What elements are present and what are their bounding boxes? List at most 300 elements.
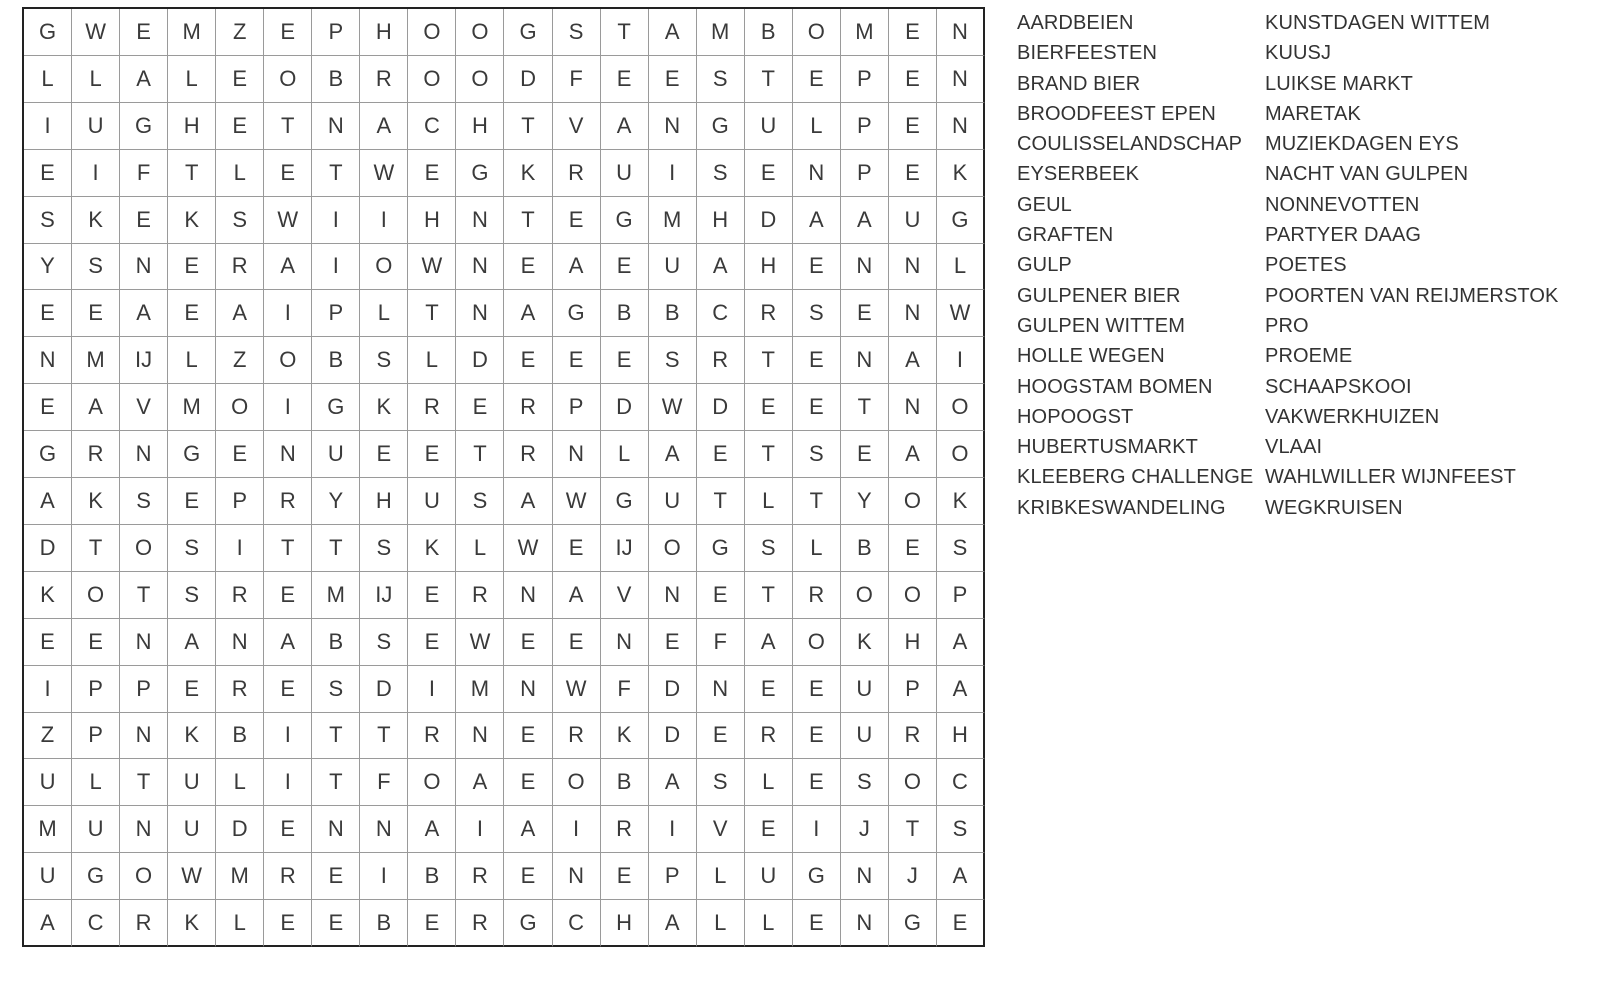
grid-cell[interactable]: P bbox=[312, 290, 360, 337]
grid-cell[interactable]: G bbox=[793, 853, 841, 900]
grid-cell[interactable]: U bbox=[72, 103, 120, 150]
grid-cell[interactable]: L bbox=[697, 900, 745, 947]
grid-cell[interactable]: U bbox=[601, 150, 649, 197]
grid-cell[interactable]: S bbox=[937, 525, 985, 572]
grid-cell[interactable]: E bbox=[697, 431, 745, 478]
grid-cell[interactable]: U bbox=[168, 759, 216, 806]
grid-cell[interactable]: T bbox=[264, 525, 312, 572]
grid-cell[interactable]: J bbox=[889, 853, 937, 900]
grid-cell[interactable]: N bbox=[120, 806, 168, 853]
grid-cell[interactable]: I bbox=[649, 150, 697, 197]
grid-cell[interactable]: IJ bbox=[601, 525, 649, 572]
grid-cell[interactable]: O bbox=[120, 525, 168, 572]
grid-cell[interactable]: E bbox=[408, 431, 456, 478]
grid-cell[interactable]: P bbox=[72, 713, 120, 760]
grid-cell[interactable]: U bbox=[312, 431, 360, 478]
grid-cell[interactable]: E bbox=[649, 56, 697, 103]
grid-cell[interactable]: G bbox=[504, 900, 552, 947]
grid-cell[interactable]: N bbox=[504, 572, 552, 619]
grid-cell[interactable]: P bbox=[216, 478, 264, 525]
grid-cell[interactable]: N bbox=[312, 103, 360, 150]
grid-cell[interactable]: L bbox=[745, 900, 793, 947]
grid-cell[interactable]: T bbox=[504, 103, 552, 150]
grid-cell[interactable]: E bbox=[456, 384, 504, 431]
grid-cell[interactable]: I bbox=[264, 290, 312, 337]
grid-cell[interactable]: A bbox=[360, 103, 408, 150]
grid-cell[interactable]: A bbox=[504, 290, 552, 337]
grid-cell[interactable]: E bbox=[889, 150, 937, 197]
grid-cell[interactable]: O bbox=[889, 478, 937, 525]
grid-cell[interactable]: K bbox=[72, 478, 120, 525]
grid-cell[interactable]: N bbox=[456, 244, 504, 291]
grid-cell[interactable]: E bbox=[553, 337, 601, 384]
grid-cell[interactable]: E bbox=[24, 150, 72, 197]
grid-cell[interactable]: IJ bbox=[120, 337, 168, 384]
grid-cell[interactable]: G bbox=[24, 431, 72, 478]
grid-cell[interactable]: Y bbox=[312, 478, 360, 525]
grid-cell[interactable]: H bbox=[408, 197, 456, 244]
grid-cell[interactable]: N bbox=[841, 337, 889, 384]
grid-cell[interactable]: K bbox=[601, 713, 649, 760]
grid-cell[interactable]: A bbox=[553, 244, 601, 291]
grid-cell[interactable]: I bbox=[456, 806, 504, 853]
grid-cell[interactable]: J bbox=[841, 806, 889, 853]
grid-cell[interactable]: D bbox=[504, 56, 552, 103]
grid-cell[interactable]: M bbox=[72, 337, 120, 384]
grid-cell[interactable]: V bbox=[697, 806, 745, 853]
grid-cell[interactable]: E bbox=[745, 150, 793, 197]
grid-cell[interactable]: E bbox=[216, 103, 264, 150]
grid-cell[interactable]: C bbox=[408, 103, 456, 150]
grid-cell[interactable]: E bbox=[745, 666, 793, 713]
grid-cell[interactable]: E bbox=[312, 900, 360, 947]
grid-cell[interactable]: N bbox=[264, 431, 312, 478]
grid-cell[interactable]: E bbox=[841, 290, 889, 337]
grid-cell[interactable]: B bbox=[312, 619, 360, 666]
grid-cell[interactable]: E bbox=[649, 619, 697, 666]
grid-cell[interactable]: F bbox=[360, 759, 408, 806]
grid-cell[interactable]: N bbox=[216, 619, 264, 666]
grid-cell[interactable]: G bbox=[168, 431, 216, 478]
grid-cell[interactable]: U bbox=[168, 806, 216, 853]
grid-cell[interactable]: R bbox=[72, 431, 120, 478]
grid-cell[interactable]: R bbox=[408, 384, 456, 431]
grid-cell[interactable]: T bbox=[120, 572, 168, 619]
grid-cell[interactable]: E bbox=[264, 9, 312, 56]
grid-cell[interactable]: H bbox=[889, 619, 937, 666]
grid-cell[interactable]: E bbox=[601, 244, 649, 291]
grid-cell[interactable]: A bbox=[504, 806, 552, 853]
grid-cell[interactable]: T bbox=[745, 56, 793, 103]
grid-cell[interactable]: V bbox=[553, 103, 601, 150]
grid-cell[interactable]: S bbox=[312, 666, 360, 713]
grid-cell[interactable]: L bbox=[408, 337, 456, 384]
grid-cell[interactable]: N bbox=[553, 853, 601, 900]
grid-cell[interactable]: I bbox=[360, 197, 408, 244]
grid-cell[interactable]: E bbox=[168, 290, 216, 337]
grid-cell[interactable]: S bbox=[360, 525, 408, 572]
grid-cell[interactable]: O bbox=[456, 9, 504, 56]
grid-cell[interactable]: E bbox=[312, 853, 360, 900]
grid-cell[interactable]: U bbox=[649, 478, 697, 525]
grid-cell[interactable]: M bbox=[841, 9, 889, 56]
grid-cell[interactable]: T bbox=[841, 384, 889, 431]
grid-cell[interactable]: F bbox=[601, 666, 649, 713]
grid-cell[interactable]: N bbox=[312, 806, 360, 853]
grid-cell[interactable]: Z bbox=[216, 9, 264, 56]
grid-cell[interactable]: R bbox=[889, 713, 937, 760]
grid-cell[interactable]: H bbox=[697, 197, 745, 244]
grid-cell[interactable]: K bbox=[841, 619, 889, 666]
grid-cell[interactable]: E bbox=[264, 572, 312, 619]
grid-cell[interactable]: G bbox=[120, 103, 168, 150]
grid-cell[interactable]: A bbox=[937, 666, 985, 713]
grid-cell[interactable]: K bbox=[168, 900, 216, 947]
grid-cell[interactable]: O bbox=[793, 619, 841, 666]
grid-cell[interactable]: N bbox=[697, 666, 745, 713]
grid-cell[interactable]: N bbox=[793, 150, 841, 197]
grid-cell[interactable]: P bbox=[649, 853, 697, 900]
grid-cell[interactable]: E bbox=[601, 337, 649, 384]
grid-cell[interactable]: G bbox=[601, 478, 649, 525]
grid-cell[interactable]: H bbox=[601, 900, 649, 947]
grid-cell[interactable]: T bbox=[312, 759, 360, 806]
grid-cell[interactable]: T bbox=[745, 431, 793, 478]
grid-cell[interactable]: E bbox=[264, 900, 312, 947]
grid-cell[interactable]: U bbox=[745, 853, 793, 900]
grid-cell[interactable]: D bbox=[745, 197, 793, 244]
grid-cell[interactable]: E bbox=[504, 337, 552, 384]
grid-cell[interactable]: S bbox=[360, 337, 408, 384]
grid-cell[interactable]: E bbox=[408, 619, 456, 666]
grid-cell[interactable]: E bbox=[889, 103, 937, 150]
grid-cell[interactable]: A bbox=[120, 56, 168, 103]
grid-cell[interactable]: E bbox=[120, 9, 168, 56]
grid-cell[interactable]: B bbox=[841, 525, 889, 572]
grid-cell[interactable]: O bbox=[793, 9, 841, 56]
grid-cell[interactable]: O bbox=[216, 384, 264, 431]
grid-cell[interactable]: S bbox=[697, 56, 745, 103]
grid-cell[interactable]: I bbox=[312, 197, 360, 244]
grid-cell[interactable]: L bbox=[937, 244, 985, 291]
grid-cell[interactable]: A bbox=[408, 806, 456, 853]
grid-cell[interactable]: R bbox=[745, 290, 793, 337]
grid-cell[interactable]: S bbox=[360, 619, 408, 666]
grid-cell[interactable]: H bbox=[360, 9, 408, 56]
grid-cell[interactable]: I bbox=[264, 759, 312, 806]
grid-cell[interactable]: L bbox=[216, 759, 264, 806]
grid-cell[interactable]: P bbox=[120, 666, 168, 713]
grid-cell[interactable]: M bbox=[168, 9, 216, 56]
grid-cell[interactable]: S bbox=[168, 525, 216, 572]
grid-cell[interactable]: P bbox=[72, 666, 120, 713]
grid-cell[interactable]: P bbox=[841, 103, 889, 150]
grid-cell[interactable]: N bbox=[649, 572, 697, 619]
grid-cell[interactable]: R bbox=[601, 806, 649, 853]
grid-cell[interactable]: U bbox=[745, 103, 793, 150]
grid-cell[interactable]: B bbox=[312, 56, 360, 103]
grid-cell[interactable]: W bbox=[408, 244, 456, 291]
grid-cell[interactable]: W bbox=[456, 619, 504, 666]
grid-cell[interactable]: L bbox=[168, 337, 216, 384]
grid-cell[interactable]: A bbox=[168, 619, 216, 666]
grid-cell[interactable]: K bbox=[937, 478, 985, 525]
grid-cell[interactable]: S bbox=[120, 478, 168, 525]
grid-cell[interactable]: N bbox=[456, 713, 504, 760]
grid-cell[interactable]: E bbox=[408, 900, 456, 947]
grid-cell[interactable]: N bbox=[456, 197, 504, 244]
grid-cell[interactable]: T bbox=[360, 713, 408, 760]
grid-cell[interactable]: R bbox=[456, 572, 504, 619]
grid-cell[interactable]: K bbox=[360, 384, 408, 431]
grid-cell[interactable]: D bbox=[456, 337, 504, 384]
grid-cell[interactable]: O bbox=[937, 384, 985, 431]
grid-cell[interactable]: E bbox=[793, 337, 841, 384]
grid-cell[interactable]: U bbox=[408, 478, 456, 525]
grid-cell[interactable]: L bbox=[360, 290, 408, 337]
grid-cell[interactable]: V bbox=[601, 572, 649, 619]
grid-cell[interactable]: A bbox=[793, 197, 841, 244]
grid-cell[interactable]: B bbox=[601, 759, 649, 806]
grid-cell[interactable]: E bbox=[264, 150, 312, 197]
grid-cell[interactable]: P bbox=[841, 150, 889, 197]
grid-cell[interactable]: D bbox=[649, 713, 697, 760]
grid-cell[interactable]: S bbox=[793, 290, 841, 337]
grid-cell[interactable]: G bbox=[72, 853, 120, 900]
grid-cell[interactable]: R bbox=[553, 150, 601, 197]
grid-cell[interactable]: U bbox=[72, 806, 120, 853]
grid-cell[interactable]: E bbox=[793, 713, 841, 760]
grid-cell[interactable]: Z bbox=[24, 713, 72, 760]
grid-cell[interactable]: M bbox=[697, 9, 745, 56]
grid-cell[interactable]: A bbox=[504, 478, 552, 525]
grid-cell[interactable]: A bbox=[745, 619, 793, 666]
grid-cell[interactable]: R bbox=[264, 853, 312, 900]
grid-cell[interactable]: N bbox=[601, 619, 649, 666]
grid-cell[interactable]: E bbox=[168, 244, 216, 291]
grid-cell[interactable]: A bbox=[841, 197, 889, 244]
grid-cell[interactable]: K bbox=[24, 572, 72, 619]
grid-cell[interactable]: N bbox=[841, 244, 889, 291]
grid-cell[interactable]: U bbox=[841, 713, 889, 760]
grid-cell[interactable]: W bbox=[937, 290, 985, 337]
grid-cell[interactable]: T bbox=[408, 290, 456, 337]
grid-cell[interactable]: Y bbox=[24, 244, 72, 291]
grid-cell[interactable]: W bbox=[264, 197, 312, 244]
grid-cell[interactable]: A bbox=[649, 900, 697, 947]
grid-cell[interactable]: E bbox=[504, 759, 552, 806]
grid-cell[interactable]: E bbox=[745, 384, 793, 431]
grid-cell[interactable]: R bbox=[216, 244, 264, 291]
grid-cell[interactable]: R bbox=[504, 431, 552, 478]
grid-cell[interactable]: L bbox=[168, 56, 216, 103]
grid-cell[interactable]: O bbox=[264, 56, 312, 103]
grid-cell[interactable]: C bbox=[937, 759, 985, 806]
grid-cell[interactable]: N bbox=[120, 619, 168, 666]
grid-cell[interactable]: R bbox=[456, 853, 504, 900]
grid-cell[interactable]: L bbox=[697, 853, 745, 900]
grid-cell[interactable]: S bbox=[24, 197, 72, 244]
grid-cell[interactable]: U bbox=[24, 853, 72, 900]
grid-cell[interactable]: P bbox=[937, 572, 985, 619]
grid-cell[interactable]: F bbox=[697, 619, 745, 666]
grid-cell[interactable]: E bbox=[841, 431, 889, 478]
grid-cell[interactable]: A bbox=[120, 290, 168, 337]
grid-cell[interactable]: P bbox=[553, 384, 601, 431]
grid-cell[interactable]: I bbox=[408, 666, 456, 713]
grid-cell[interactable]: A bbox=[24, 478, 72, 525]
grid-cell[interactable]: W bbox=[504, 525, 552, 572]
grid-cell[interactable]: R bbox=[408, 713, 456, 760]
grid-cell[interactable]: T bbox=[745, 572, 793, 619]
grid-cell[interactable]: T bbox=[745, 337, 793, 384]
grid-cell[interactable]: E bbox=[168, 666, 216, 713]
grid-cell[interactable]: S bbox=[649, 337, 697, 384]
grid-cell[interactable]: E bbox=[504, 853, 552, 900]
grid-cell[interactable]: H bbox=[937, 713, 985, 760]
grid-cell[interactable]: L bbox=[456, 525, 504, 572]
grid-cell[interactable]: O bbox=[408, 56, 456, 103]
grid-cell[interactable]: E bbox=[408, 150, 456, 197]
grid-cell[interactable]: E bbox=[793, 759, 841, 806]
grid-cell[interactable]: E bbox=[216, 431, 264, 478]
grid-cell[interactable]: E bbox=[697, 713, 745, 760]
grid-cell[interactable]: T bbox=[264, 103, 312, 150]
grid-cell[interactable]: E bbox=[504, 244, 552, 291]
grid-cell[interactable]: T bbox=[312, 525, 360, 572]
grid-cell[interactable]: H bbox=[745, 244, 793, 291]
grid-cell[interactable]: G bbox=[456, 150, 504, 197]
grid-cell[interactable]: L bbox=[72, 759, 120, 806]
grid-cell[interactable]: F bbox=[120, 150, 168, 197]
grid-cell[interactable]: H bbox=[456, 103, 504, 150]
grid-cell[interactable]: M bbox=[216, 853, 264, 900]
grid-cell[interactable]: T bbox=[697, 478, 745, 525]
grid-cell[interactable]: I bbox=[216, 525, 264, 572]
grid-cell[interactable]: O bbox=[937, 431, 985, 478]
grid-cell[interactable]: O bbox=[889, 572, 937, 619]
grid-cell[interactable]: A bbox=[216, 290, 264, 337]
grid-cell[interactable]: N bbox=[649, 103, 697, 150]
grid-cell[interactable]: D bbox=[601, 384, 649, 431]
grid-cell[interactable]: R bbox=[553, 713, 601, 760]
grid-cell[interactable]: B bbox=[312, 337, 360, 384]
grid-cell[interactable]: E bbox=[553, 197, 601, 244]
grid-cell[interactable]: M bbox=[456, 666, 504, 713]
grid-cell[interactable]: T bbox=[504, 197, 552, 244]
grid-cell[interactable]: N bbox=[120, 431, 168, 478]
grid-cell[interactable]: A bbox=[649, 9, 697, 56]
grid-cell[interactable]: M bbox=[168, 384, 216, 431]
grid-cell[interactable]: O bbox=[889, 759, 937, 806]
grid-cell[interactable]: C bbox=[72, 900, 120, 947]
grid-cell[interactable]: R bbox=[264, 478, 312, 525]
grid-cell[interactable]: E bbox=[24, 290, 72, 337]
grid-cell[interactable]: P bbox=[312, 9, 360, 56]
grid-cell[interactable]: N bbox=[553, 431, 601, 478]
grid-cell[interactable]: E bbox=[793, 666, 841, 713]
grid-cell[interactable]: T bbox=[456, 431, 504, 478]
grid-cell[interactable]: E bbox=[745, 806, 793, 853]
grid-cell[interactable]: O bbox=[841, 572, 889, 619]
grid-cell[interactable]: E bbox=[264, 666, 312, 713]
grid-cell[interactable]: S bbox=[697, 150, 745, 197]
grid-cell[interactable]: E bbox=[408, 572, 456, 619]
grid-cell[interactable]: G bbox=[553, 290, 601, 337]
grid-cell[interactable]: B bbox=[745, 9, 793, 56]
grid-cell[interactable]: D bbox=[649, 666, 697, 713]
grid-cell[interactable]: K bbox=[72, 197, 120, 244]
grid-cell[interactable]: B bbox=[216, 713, 264, 760]
grid-cell[interactable]: N bbox=[24, 337, 72, 384]
grid-cell[interactable]: R bbox=[216, 666, 264, 713]
word-search-grid[interactable] bbox=[22, 7, 985, 947]
grid-cell[interactable]: N bbox=[889, 290, 937, 337]
grid-cell[interactable]: W bbox=[72, 9, 120, 56]
grid-cell[interactable]: T bbox=[793, 478, 841, 525]
grid-cell[interactable]: G bbox=[312, 384, 360, 431]
grid-cell[interactable]: E bbox=[24, 384, 72, 431]
grid-cell[interactable]: E bbox=[72, 290, 120, 337]
grid-cell[interactable]: T bbox=[312, 150, 360, 197]
grid-cell[interactable]: K bbox=[937, 150, 985, 197]
grid-cell[interactable]: I bbox=[553, 806, 601, 853]
grid-cell[interactable]: E bbox=[793, 56, 841, 103]
grid-cell[interactable]: E bbox=[889, 56, 937, 103]
grid-cell[interactable]: K bbox=[168, 197, 216, 244]
grid-cell[interactable]: A bbox=[72, 384, 120, 431]
grid-cell[interactable]: D bbox=[216, 806, 264, 853]
grid-cell[interactable]: E bbox=[553, 619, 601, 666]
grid-cell[interactable]: L bbox=[793, 525, 841, 572]
grid-cell[interactable]: A bbox=[601, 103, 649, 150]
grid-cell[interactable]: S bbox=[553, 9, 601, 56]
grid-cell[interactable]: R bbox=[120, 900, 168, 947]
grid-cell[interactable]: E bbox=[601, 853, 649, 900]
grid-cell[interactable]: L bbox=[216, 150, 264, 197]
grid-cell[interactable]: I bbox=[72, 150, 120, 197]
grid-cell[interactable]: R bbox=[745, 713, 793, 760]
grid-cell[interactable]: R bbox=[793, 572, 841, 619]
grid-cell[interactable]: K bbox=[168, 713, 216, 760]
grid-cell[interactable]: G bbox=[697, 103, 745, 150]
grid-cell[interactable]: U bbox=[24, 759, 72, 806]
grid-cell[interactable]: N bbox=[889, 244, 937, 291]
grid-cell[interactable]: S bbox=[216, 197, 264, 244]
grid-cell[interactable]: E bbox=[24, 619, 72, 666]
grid-cell[interactable]: N bbox=[120, 244, 168, 291]
grid-cell[interactable]: S bbox=[72, 244, 120, 291]
grid-cell[interactable]: S bbox=[745, 525, 793, 572]
grid-cell[interactable]: Z bbox=[216, 337, 264, 384]
grid-cell[interactable]: I bbox=[264, 384, 312, 431]
grid-cell[interactable]: R bbox=[360, 56, 408, 103]
grid-cell[interactable]: V bbox=[120, 384, 168, 431]
grid-cell[interactable]: N bbox=[937, 56, 985, 103]
grid-cell[interactable]: G bbox=[601, 197, 649, 244]
grid-cell[interactable]: K bbox=[408, 525, 456, 572]
grid-cell[interactable]: A bbox=[889, 337, 937, 384]
grid-cell[interactable]: E bbox=[601, 56, 649, 103]
grid-cell[interactable]: A bbox=[264, 244, 312, 291]
grid-cell[interactable]: N bbox=[504, 666, 552, 713]
grid-cell[interactable]: H bbox=[168, 103, 216, 150]
grid-cell[interactable]: R bbox=[216, 572, 264, 619]
grid-cell[interactable]: L bbox=[745, 759, 793, 806]
grid-cell[interactable]: D bbox=[697, 384, 745, 431]
grid-cell[interactable]: A bbox=[889, 431, 937, 478]
grid-cell[interactable]: N bbox=[456, 290, 504, 337]
